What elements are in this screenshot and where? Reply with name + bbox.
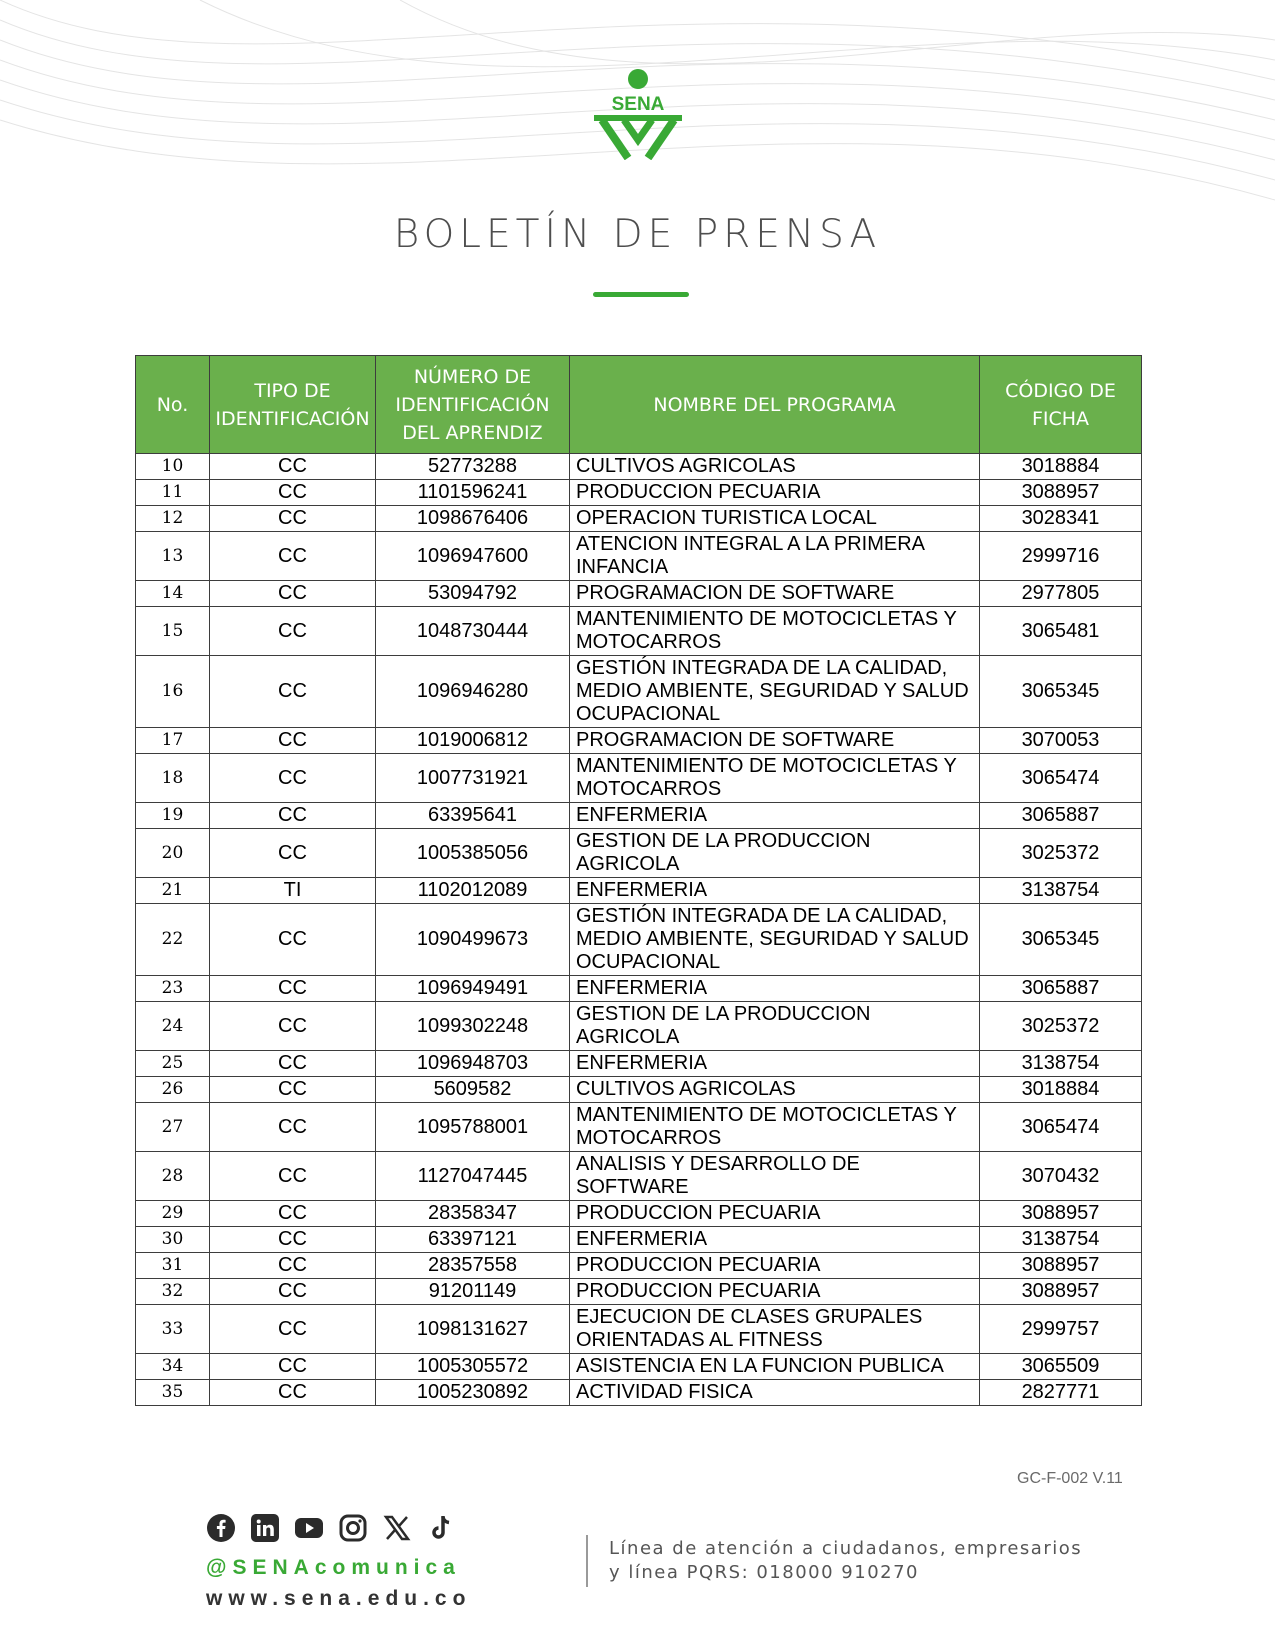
cell-id-type: CC (210, 1002, 376, 1051)
table-row (136, 829, 1142, 878)
cell-no: 24 (136, 1002, 210, 1051)
cell-program: MANTENIMIENTO DE MOTOCICLETAS Y MOTOCARROS (570, 607, 980, 656)
cell-program: PRODUCCION PECUARIA (570, 1253, 980, 1279)
table-row (136, 1051, 1142, 1077)
social-handle[interactable]: @SENAcomunica (206, 1556, 461, 1579)
cell-program: MANTENIMIENTO DE MOTOCICLETAS Y MOTOCARROS (570, 1103, 980, 1152)
cell-id-type: CC (210, 480, 376, 506)
cell-ficha: 3088957 (980, 1253, 1142, 1279)
youtube-icon[interactable] (294, 1513, 324, 1543)
table-row (136, 1279, 1142, 1305)
table-row (136, 506, 1142, 532)
cell-ficha: 3065887 (980, 976, 1142, 1002)
cell-no: 32 (136, 1279, 210, 1305)
cell-no: 29 (136, 1201, 210, 1227)
website-link[interactable]: www.sena.edu.co (206, 1587, 472, 1610)
table-header-row (136, 356, 1142, 454)
cell-id-type: CC (210, 532, 376, 581)
cell-ficha: 3088957 (980, 1201, 1142, 1227)
cell-id-number: 63397121 (376, 1227, 570, 1253)
linkedin-icon[interactable] (250, 1513, 280, 1543)
cell-ficha: 3065474 (980, 1103, 1142, 1152)
cell-ficha: 3088957 (980, 480, 1142, 506)
cell-no: 10 (136, 454, 210, 480)
cell-program: PRODUCCION PECUARIA (570, 1279, 980, 1305)
cell-id-number: 1005385056 (376, 829, 570, 878)
cell-no: 33 (136, 1305, 210, 1354)
cell-id-number: 1098676406 (376, 506, 570, 532)
cell-id-type: CC (210, 1201, 376, 1227)
cell-ficha: 3065345 (980, 656, 1142, 728)
cell-id-type: CC (210, 904, 376, 976)
table-row (136, 480, 1142, 506)
x-icon[interactable] (382, 1513, 412, 1543)
cell-id-type: TI (210, 878, 376, 904)
cell-ficha: 3138754 (980, 1051, 1142, 1077)
cell-id-number: 1019006812 (376, 728, 570, 754)
table-row (136, 607, 1142, 656)
table-row (136, 904, 1142, 976)
table-row (136, 1354, 1142, 1380)
cell-id-number: 1096946280 (376, 656, 570, 728)
cell-id-number: 63395641 (376, 803, 570, 829)
cell-ficha: 3025372 (980, 1002, 1142, 1051)
cell-program: PROGRAMACION DE SOFTWARE (570, 728, 980, 754)
sena-logo (588, 68, 688, 160)
table-row (136, 1103, 1142, 1152)
cell-no: 21 (136, 878, 210, 904)
cell-ficha: 3138754 (980, 1227, 1142, 1253)
table-row (136, 656, 1142, 728)
cell-id-number: 28357558 (376, 1253, 570, 1279)
cell-program: ENFERMERIA (570, 878, 980, 904)
cell-id-type: CC (210, 1380, 376, 1406)
cell-no: 22 (136, 904, 210, 976)
cell-id-number: 1096949491 (376, 976, 570, 1002)
cell-ficha: 2977805 (980, 581, 1142, 607)
cell-ficha: 3065509 (980, 1354, 1142, 1380)
cell-id-number: 1098131627 (376, 1305, 570, 1354)
cell-ficha: 3065474 (980, 754, 1142, 803)
contact-line-1: Línea de atención a ciudadanos, empresarios (609, 1538, 1083, 1559)
cell-ficha: 3065887 (980, 803, 1142, 829)
table-row (136, 1002, 1142, 1051)
cell-no: 16 (136, 656, 210, 728)
column-header-id-type: TIPO DE IDENTIFICACIÓN (210, 356, 376, 454)
table-row (136, 976, 1142, 1002)
cell-id-number: 1102012089 (376, 878, 570, 904)
cell-program: ENFERMERIA (570, 1051, 980, 1077)
cell-id-number: 1099302248 (376, 1002, 570, 1051)
cell-id-number: 1101596241 (376, 480, 570, 506)
cell-no: 12 (136, 506, 210, 532)
cell-id-number: 5609582 (376, 1077, 570, 1103)
cell-no: 31 (136, 1253, 210, 1279)
cell-program: ASISTENCIA EN LA FUNCION PUBLICA (570, 1354, 980, 1380)
title-underline (593, 292, 689, 297)
cell-no: 26 (136, 1077, 210, 1103)
cell-no: 28 (136, 1152, 210, 1201)
cell-ficha: 3070053 (980, 728, 1142, 754)
cell-id-number: 1005305572 (376, 1354, 570, 1380)
cell-id-type: CC (210, 581, 376, 607)
cell-program: ENFERMERIA (570, 1227, 980, 1253)
cell-no: 34 (136, 1354, 210, 1380)
table-row (136, 532, 1142, 581)
cell-id-type: CC (210, 976, 376, 1002)
instagram-icon[interactable] (338, 1513, 368, 1543)
cell-no: 20 (136, 829, 210, 878)
cell-id-type: CC (210, 1152, 376, 1201)
column-header-id-number: NÚMERO DE IDENTIFICACIÓN DEL APRENDIZ (376, 356, 570, 454)
cell-program: PRODUCCION PECUARIA (570, 480, 980, 506)
cell-no: 25 (136, 1051, 210, 1077)
table-row (136, 754, 1142, 803)
cell-ficha: 3018884 (980, 1077, 1142, 1103)
cell-no: 19 (136, 803, 210, 829)
cell-no: 11 (136, 480, 210, 506)
cell-program: ENFERMERIA (570, 976, 980, 1002)
column-header-no: No. (136, 356, 210, 454)
cell-ficha: 3138754 (980, 878, 1142, 904)
cell-id-number: 1096947600 (376, 532, 570, 581)
cell-no: 15 (136, 607, 210, 656)
cell-no: 17 (136, 728, 210, 754)
page-title: BOLETÍN DE PRENSA (393, 212, 882, 257)
cell-id-number: 1096948703 (376, 1051, 570, 1077)
apprentice-table (135, 355, 1142, 1406)
table-row (136, 728, 1142, 754)
cell-ficha: 2999757 (980, 1305, 1142, 1354)
cell-ficha: 2999716 (980, 532, 1142, 581)
cell-id-type: CC (210, 1305, 376, 1354)
cell-program: EJECUCION DE CLASES GRUPALES ORIENTADAS AL FITNESS (570, 1305, 980, 1354)
cell-ficha: 3088957 (980, 1279, 1142, 1305)
cell-program: OPERACION TURISTICA LOCAL (570, 506, 980, 532)
cell-ficha: 3070432 (980, 1152, 1142, 1201)
cell-program: ATENCION INTEGRAL A LA PRIMERA INFANCIA (570, 532, 980, 581)
table-row (136, 454, 1142, 480)
cell-id-type: CC (210, 656, 376, 728)
cell-id-type: CC (210, 1354, 376, 1380)
table-row (136, 581, 1142, 607)
cell-program: GESTION DE LA PRODUCCION AGRICOLA (570, 829, 980, 878)
cell-program: GESTIÓN INTEGRADA DE LA CALIDAD, MEDIO AMBIENTE, SEGURIDAD Y SALUD OCUPACIONAL (570, 656, 980, 728)
cell-id-type: CC (210, 1253, 376, 1279)
cell-id-type: CC (210, 754, 376, 803)
cell-no: 18 (136, 754, 210, 803)
cell-id-number: 1005230892 (376, 1380, 570, 1406)
contact-info (609, 1537, 1082, 1585)
cell-program: CULTIVOS AGRICOLAS (570, 454, 980, 480)
cell-program: GESTION DE LA PRODUCCION AGRICOLA (570, 1002, 980, 1051)
cell-id-number: 1048730444 (376, 607, 570, 656)
facebook-icon[interactable] (206, 1513, 236, 1543)
cell-id-number: 52773288 (376, 454, 570, 480)
cell-id-type: CC (210, 607, 376, 656)
cell-no: 30 (136, 1227, 210, 1253)
cell-id-number: 1090499673 (376, 904, 570, 976)
cell-id-number: 1007731921 (376, 754, 570, 803)
cell-id-type: CC (210, 506, 376, 532)
cell-id-type: CC (210, 803, 376, 829)
svg-text:SENA: SENA (611, 94, 665, 115)
cell-id-number: 28358347 (376, 1201, 570, 1227)
table-body (136, 454, 1142, 1406)
tiktok-icon[interactable] (426, 1513, 456, 1543)
cell-program: CULTIVOS AGRICOLAS (570, 1077, 980, 1103)
cell-id-number: 91201149 (376, 1279, 570, 1305)
cell-no: 27 (136, 1103, 210, 1152)
cell-id-type: CC (210, 1103, 376, 1152)
table-row (136, 878, 1142, 904)
column-header-program: NOMBRE DEL PROGRAMA (570, 356, 980, 454)
cell-program: ANALISIS Y DESARROLLO DE SOFTWARE (570, 1152, 980, 1201)
cell-id-type: CC (210, 1051, 376, 1077)
footer-divider (586, 1535, 588, 1587)
cell-id-number: 1127047445 (376, 1152, 570, 1201)
cell-id-type: CC (210, 1077, 376, 1103)
column-header-ficha: CÓDIGO DE FICHA (980, 356, 1142, 454)
cell-program: ACTIVIDAD FISICA (570, 1380, 980, 1406)
cell-no: 14 (136, 581, 210, 607)
table-row (136, 1077, 1142, 1103)
cell-ficha: 3065481 (980, 607, 1142, 656)
table-row (136, 1380, 1142, 1406)
form-code: GC-F-002 V.11 (1017, 1470, 1123, 1487)
cell-no: 35 (136, 1380, 210, 1406)
cell-no: 23 (136, 976, 210, 1002)
cell-program: PROGRAMACION DE SOFTWARE (570, 581, 980, 607)
cell-ficha: 2827771 (980, 1380, 1142, 1406)
cell-program: PRODUCCION PECUARIA (570, 1201, 980, 1227)
cell-ficha: 3065345 (980, 904, 1142, 976)
cell-id-type: CC (210, 1227, 376, 1253)
cell-id-type: CC (210, 829, 376, 878)
cell-id-type: CC (210, 728, 376, 754)
table-row (136, 1253, 1142, 1279)
social-icons (206, 1513, 456, 1543)
table-row (136, 1227, 1142, 1253)
cell-ficha: 3028341 (980, 506, 1142, 532)
cell-no: 13 (136, 532, 210, 581)
table-row (136, 803, 1142, 829)
cell-id-type: CC (210, 1279, 376, 1305)
cell-ficha: 3025372 (980, 829, 1142, 878)
cell-id-type: CC (210, 454, 376, 480)
cell-program: GESTIÓN INTEGRADA DE LA CALIDAD, MEDIO AMBIENTE, SEGURIDAD Y SALUD OCUPACIONAL (570, 904, 980, 976)
table-row (136, 1201, 1142, 1227)
cell-id-number: 1095788001 (376, 1103, 570, 1152)
cell-program: ENFERMERIA (570, 803, 980, 829)
table-row (136, 1305, 1142, 1354)
cell-ficha: 3018884 (980, 454, 1142, 480)
cell-id-number: 53094792 (376, 581, 570, 607)
contact-line-2: y línea PQRS: 018000 910270 (609, 1562, 919, 1583)
cell-program: MANTENIMIENTO DE MOTOCICLETAS Y MOTOCARROS (570, 754, 980, 803)
table-row (136, 1152, 1142, 1201)
